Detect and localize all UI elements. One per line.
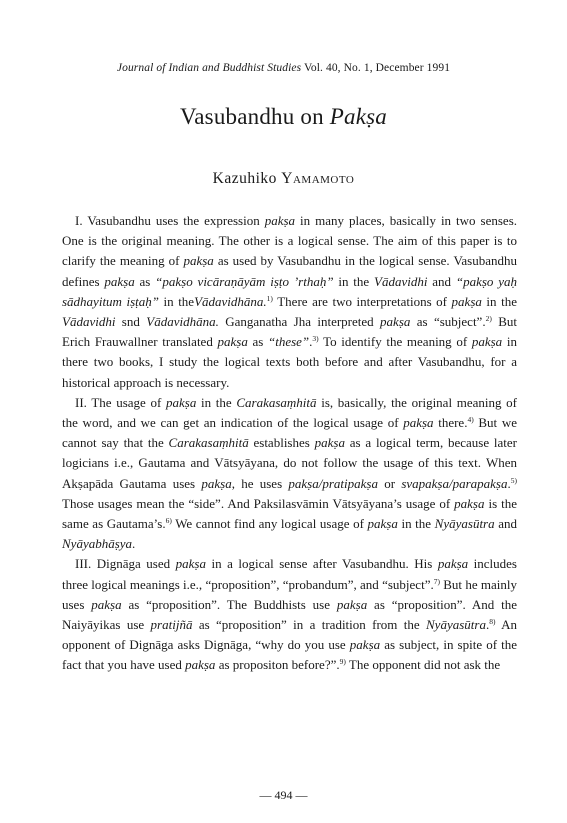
italic-term: pakṣa xyxy=(451,293,482,309)
text-run: Ganganatha Jha interpreted xyxy=(218,314,381,330)
journal-name: Journal of Indian and Buddhist Studies xyxy=(116,62,302,74)
text-run: . xyxy=(485,617,490,633)
text-run: But he mainly uses xyxy=(62,576,517,612)
italic-term: Vādavidhi xyxy=(374,273,428,289)
italic-term: pakṣa xyxy=(380,314,411,330)
text-run: II. The usage of xyxy=(75,394,166,410)
text-run: there. xyxy=(433,415,468,431)
text-run: But Erich Frauwallner translated xyxy=(62,314,517,350)
italic-term: pakṣa xyxy=(403,415,434,431)
italic-term: pakṣa xyxy=(91,596,122,612)
italic-term: Vādavidhi xyxy=(62,314,116,330)
text-run: as “proposition” in a tradition from the xyxy=(192,617,427,633)
italic-term: “pakṣo vicāraṇāyām iṣṭo ’rthaḥ” xyxy=(155,273,334,289)
text-run: in a logical sense after Vasubandhu. His xyxy=(205,556,438,572)
text-run: in the xyxy=(481,293,517,309)
italic-term: pakṣa xyxy=(166,394,197,410)
italic-term: Carakasaṃhitā xyxy=(236,394,317,410)
text-run: in the xyxy=(333,273,374,289)
page-number: — 494 — xyxy=(259,788,308,802)
italic-term: pakṣa xyxy=(175,556,206,572)
text-run: To identify the meaning of xyxy=(318,334,472,350)
footnote-marker: 7) xyxy=(433,576,440,586)
italic-term: svapakṣa/parapakṣa xyxy=(401,475,508,491)
title-prefix: Vasubandhu on xyxy=(180,104,324,129)
text-run: as xyxy=(247,334,268,350)
text-run: There are two interpretations of xyxy=(272,293,452,309)
author-family-name: Yamamoto xyxy=(281,170,355,187)
author-given-name: Kazuhiko xyxy=(212,170,277,187)
italic-term: pratijñā xyxy=(150,617,193,633)
italic-term: Vādavidhāna. xyxy=(146,314,219,330)
text-run: as “subject”. xyxy=(410,314,486,330)
text-run: I. Vasubandhu uses the expression xyxy=(75,213,265,228)
italic-term: pakṣa/pratipakṣa xyxy=(288,475,378,491)
text-run: We cannot find any logical usage of xyxy=(171,516,368,532)
text-run: III. Dignāga used xyxy=(75,556,176,572)
italic-term: pakṣa xyxy=(314,435,345,451)
italic-term: pakṣa xyxy=(437,556,469,572)
text-run: and xyxy=(494,516,517,532)
italic-term: pakṣa xyxy=(367,516,398,532)
italic-term: pakṣa xyxy=(104,273,135,289)
text-run: is the same as Gautama’s. xyxy=(62,495,517,532)
footnote-marker: 4) xyxy=(467,415,474,425)
text-run: in the xyxy=(196,394,237,410)
italic-term: pakṣa xyxy=(217,334,248,350)
text-run: The opponent did not ask the xyxy=(345,657,501,673)
text-run: Those usages mean the “side”. And Paksilasvāmin Vātsyāyana’s usage of xyxy=(62,495,455,511)
text-run: as used by Vasubandhu in the logical sense. Vasubandhu defines xyxy=(62,253,518,289)
text-run: as “proposition”. The Buddhists use xyxy=(121,596,337,612)
journal-header xyxy=(0,62,567,74)
footnote-marker: 9) xyxy=(339,657,346,667)
text-run: in the xyxy=(159,293,195,309)
footnote-marker: 2) xyxy=(485,314,492,324)
text-run: as “proposition”. And the Naiyāyikas use xyxy=(62,596,517,633)
italic-term: pakṣa xyxy=(185,657,216,673)
italic-term: Carakasaṃhitā xyxy=(168,435,249,451)
text-run: in the xyxy=(397,516,435,532)
footnote-marker: 3) xyxy=(312,334,319,344)
italic-term: Nyāyabhāṣya xyxy=(62,536,133,552)
text-run: and xyxy=(427,273,456,289)
italic-term: pakṣa xyxy=(471,334,503,350)
italic-term: “these” xyxy=(267,334,310,350)
italic-term: pakṣa xyxy=(454,495,485,511)
text-run: , he uses xyxy=(231,475,289,491)
italic-term: pakṣa xyxy=(336,596,368,612)
italic-term: pakṣa xyxy=(183,253,214,269)
text-run: as subject, in spite of the fact that you have used xyxy=(62,637,517,673)
italic-term: Vādavidhāna. xyxy=(194,293,267,309)
italic-term: pakṣa xyxy=(349,637,381,653)
text-run: . xyxy=(132,536,136,552)
italic-term: Nyāyasūtra xyxy=(434,516,495,532)
text-run: includes three logical meanings i.e., “proposition”, “probandum”, and “subject”. xyxy=(62,556,517,592)
text-run: as xyxy=(134,273,156,289)
journal-details: Vol. 40, No. 1, December 1991 xyxy=(303,62,451,74)
text-run: An opponent of Dignāga asks Dignāga, “why do you use xyxy=(62,617,518,653)
paragraph-1 xyxy=(62,211,517,393)
paragraph-3 xyxy=(62,554,517,675)
footnote-marker: 6) xyxy=(165,516,172,526)
text-run: But we cannot say that the xyxy=(62,415,517,451)
text-run: in many places, basically in two senses. One is the original meaning. The other is a logical sense. The aim of this paper is to clarify the meaning of xyxy=(62,213,517,269)
article-body xyxy=(62,211,517,676)
text-run: establishes xyxy=(248,435,315,451)
italic-term: pakṣa xyxy=(264,213,296,228)
text-run: in there two books, I study the logical texts both before and after Vasubandhu, for a historical approach is necessary. xyxy=(62,334,517,390)
text-run: is, basically, the original meaning of the word, and we can get an indication of the logical usage of xyxy=(62,394,517,431)
italic-term: “pakṣo yaḥ sādhayitum iṣṭaḥ” xyxy=(62,273,517,309)
author-name xyxy=(0,170,567,188)
text-run: . xyxy=(507,475,511,491)
text-run: or xyxy=(377,475,402,491)
paragraph-2 xyxy=(62,393,517,555)
article-title xyxy=(0,104,567,130)
footnote-marker: 1) xyxy=(266,293,273,303)
italic-term: pakṣa xyxy=(201,475,232,491)
text-run: . xyxy=(309,334,313,350)
italic-term: Nyāyasūtra xyxy=(426,617,486,633)
title-italic-word: Pakṣa xyxy=(329,104,387,129)
text-run: as propositon before?”. xyxy=(215,657,340,673)
footnote-marker: 8) xyxy=(489,617,496,627)
text-run: snd xyxy=(115,314,147,330)
footnote-marker: 5) xyxy=(510,475,517,485)
text-run: as a logical term, because later logicians i.e., Gautama and Vātsyāyana, do not follow the usage of this text. When Akṣapāda Gautama uses xyxy=(62,435,518,491)
